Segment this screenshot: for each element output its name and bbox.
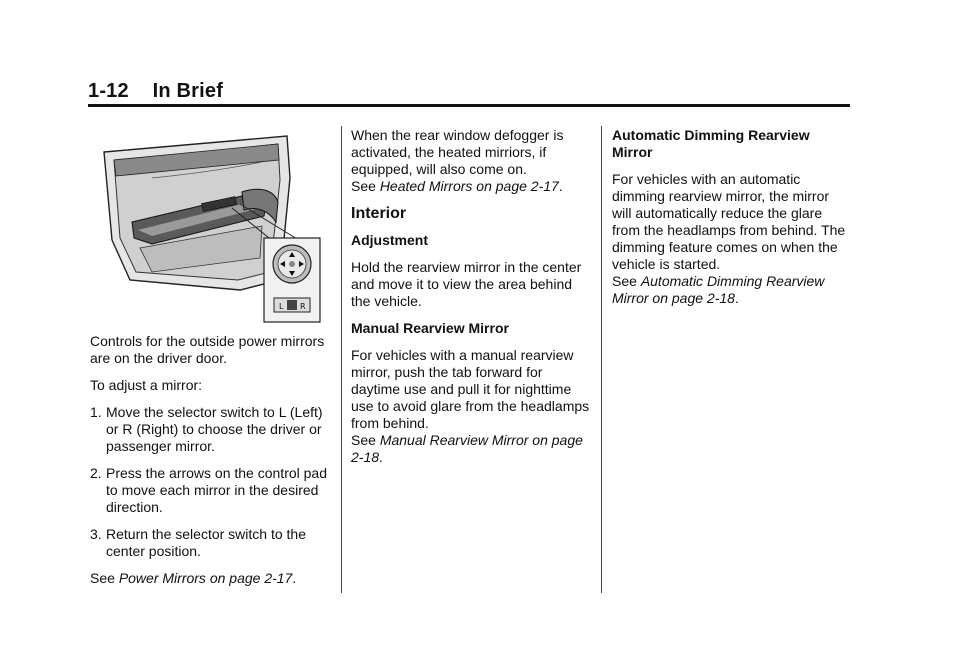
door-mirror-controls-illustration (92, 130, 324, 326)
header-rule (88, 104, 850, 107)
auto-dimming-paragraph: For vehicles with an automatic dimming rearview mirror, the mirror will automatically reduce the glare from the headlamps from behind. The dimming feature comes on when the vehicle is started. See Automatic Dimming Rearview Mirror on page 2-18. (612, 171, 846, 306)
interior-heading: Interior (351, 205, 407, 222)
column-3 (612, 127, 852, 317)
section-title: In Brief (152, 80, 224, 102)
manual-mirror-paragraph: For vehicles with a manual rearview mirror, push the tab forward for daytime use and pull it for nighttime use to avoid glare from the headlamps from behind. See Manual Rearview Mirror on page 2-18. (351, 347, 590, 465)
auto-dimming-link[interactable]: Automatic Dimming Rearview Mirror on page 2-18 (612, 273, 825, 306)
page-header (88, 80, 223, 103)
column-divider-1 (341, 126, 342, 593)
auto-dimming-heading: Automatic Dimming Rearview Mirror (612, 127, 810, 160)
list-item: 3. Return the selector switch to the center position. (90, 526, 306, 559)
defogger-paragraph: When the rear window defogger is activated, the heated mirriors, if equipped, will also come on. See Heated Mirrors on page 2-17. (351, 127, 564, 194)
power-mirrors-link[interactable]: Power Mirrors on page 2-17 (118, 570, 293, 586)
left-label: L (279, 302, 284, 311)
page-number: 1-12 (88, 80, 129, 102)
column-2 (351, 127, 591, 476)
adjust-intro: To adjust a mirror: (90, 377, 203, 393)
list-item: 1. Move the selector switch to L (Left) or R (Right) to choose the driver or passenger mirror. (90, 404, 323, 454)
heated-mirrors-link[interactable]: Heated Mirrors on page 2-17 (379, 178, 559, 194)
adjustment-paragraph: Hold the rearview mirror in the center and move it to view the area behind the vehicle. (351, 259, 582, 309)
column-divider-2 (601, 126, 602, 593)
power-mirrors-reference: See Power Mirrors on page 2-17. (90, 570, 297, 586)
list-item: 2. Press the arrows on the control pad to move each mirror in the desired direction. (90, 465, 328, 515)
manual-mirror-link[interactable]: Manual Rearview Mirror on page 2-18 (351, 432, 583, 465)
adjustment-heading: Adjustment (351, 232, 428, 248)
column-1 (90, 333, 330, 597)
right-label: R (300, 302, 306, 311)
illustration-caption: Controls for the outside power mirrors are on the driver door. (90, 333, 325, 366)
manual-mirror-heading: Manual Rearview Mirror (351, 320, 509, 336)
adjust-steps (90, 404, 330, 560)
